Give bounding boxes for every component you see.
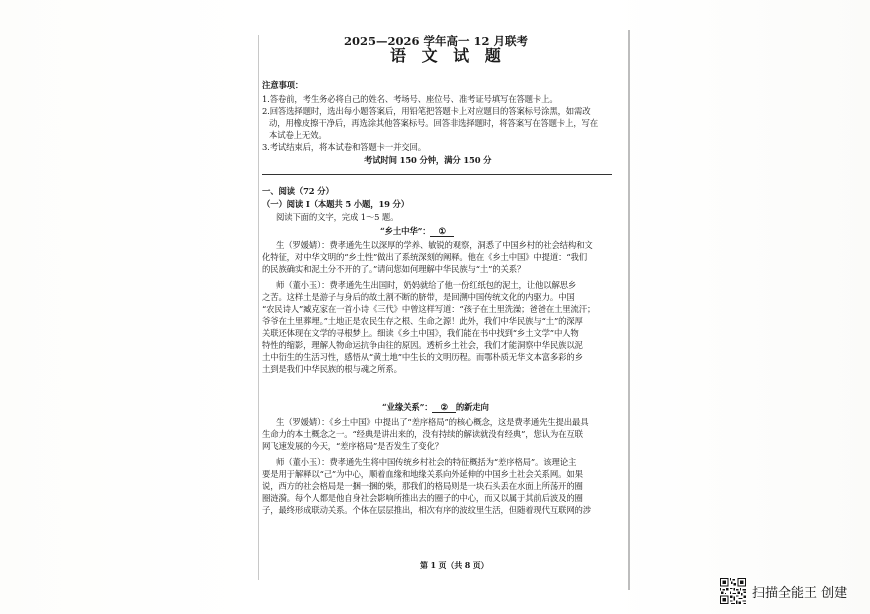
page-number: 第 1 页（共 8 页） — [420, 560, 489, 570]
scanner-watermark — [720, 577, 847, 605]
passage-line: 化特征，对中华文明的“乡土性”做出了系统深刻的阐释。他在《乡土中国》中提道：“我们 — [262, 252, 587, 262]
fill-blank-2: ② — [432, 403, 455, 413]
notice-heading: 注意事项： — [262, 80, 304, 90]
passage-line: 圈涟漪。每个人都是他自身社会影响所推出去的圈子的中心，而又以属于其前后波及的圈 — [262, 493, 583, 503]
notice-item: 本试卷上无效。 — [269, 130, 327, 140]
watermark-text: 扫描全能王 创建 — [752, 585, 848, 601]
passage-line: 土中衍生的生活习性，感悟从“黄土地”中生长的文明历程。而鄂朴质无华文本富多彩的乡 — [262, 352, 583, 362]
exam-time-score: 考试时间 150 分钟，满分 150 分 — [364, 155, 492, 165]
section-title: 一、阅读（72 分） — [262, 186, 334, 196]
notice-item: 3.考试结束后，将本试卷和答题卡一并交回。 — [262, 142, 426, 152]
passage-line: 网飞速发展的今天，“差序格局”是否发生了变化？ — [262, 441, 443, 451]
notice-item: 动，用橡皮擦干净后，再选涂其他答案标号。回答非选择题时，将答案写在答题卡上，写在 — [269, 118, 598, 128]
passage-line: 生命力的本土概念之一。“经典是讲出来的，没有持续的解读就没有经典”，您认为在互联 — [262, 429, 583, 439]
section-divider — [262, 174, 612, 175]
passage-line: 爷爷在土里葬埋。”土地正是农民生存之根、生命之源！此外，我们中华民族与“土”的深厚 — [262, 316, 583, 326]
passage-line: 师（董小玉）：费孝通先生将中国传统乡村社会的特征概括为“差序格局”。该理论主 — [276, 457, 577, 467]
exam-paper — [262, 30, 622, 590]
exam-title: 语 文 试 题 — [390, 46, 506, 65]
passage-line: 土到是我们中华民族的根与魂之所系。 — [262, 364, 402, 374]
page-edge-right — [628, 30, 630, 590]
passage-line: 师（董小玉）：费孝通先生出国时，奶妈就给了他一份红纸包的泥土，让他以解思乡 — [276, 280, 577, 290]
passage-line: 要是用于解释以“己”为中心，顺着血缘和地缘关系向外延伸的中国乡土社会关系网。如果 — [262, 469, 583, 479]
passage-line: 关联还体现在文学的寻根梦上。细读《乡土中国》，我们能在书中找到“乡土文学”中人物 — [262, 328, 579, 338]
passage-line: “农民诗人”臧克家在一首小诗《三代》中曾这样写道：“孩子在土里洗澡；爸爸在土里流汗； — [262, 304, 596, 314]
exam-year-heading: 2025—2026 学年高一 12 月联考 — [344, 34, 529, 48]
notice-item: 2.回答选择题时，选出每小题答案后，用铅笔把答题卡上对应题目的答案标号涂黑，如需改 — [262, 106, 591, 116]
passage-line: 生（罗媛婧）：《乡土中国》中提出了“差序格局”的核心概念，这是费孝通先生提出最具 — [276, 417, 589, 427]
passage-heading-2: “业缘关系”： ② 的新走向 — [382, 402, 489, 412]
passage-line: 生（罗媛婧）：费孝通先生以深厚的学养、敏锐的观察，洞悉了中国乡村的社会结构和文 — [276, 240, 593, 250]
notice-item: 1.答卷前，考生务必将自己的姓名、考场号、座位号、准考证号填写在答题卡上。 — [262, 94, 558, 104]
page-edge-left — [258, 35, 259, 580]
section-instruction: 阅读下面的文字，完成 1～5 题。 — [276, 212, 399, 222]
passage-line: 特性的缩影，理解人物命运抗争由往的原因。透析乡土社会，我们才能洞察中华民族以泥 — [262, 340, 583, 350]
passage-line: 之苦。这样土是游子与身后的故土割不断的脐带，是回溯中国传统文化的内驱力。中国 — [262, 292, 575, 302]
passage-line: 的民族确实和泥土分不开的了。”请问您如何理解中华民族与“土”的关系？ — [262, 264, 526, 274]
section-subtitle: （一）阅读 I（本题共 5 小题，19 分） — [262, 199, 410, 209]
passage-line: 子，最终形成联动关系。个体在层层推出，相次有序的波纹里生活，但随着现代互联网的涉 — [262, 505, 591, 515]
qr-code-icon — [720, 578, 746, 604]
passage-heading-1: “乡土中华”： ① — [380, 226, 454, 237]
passage-line: 说，西方的社会格局是一捆一捆的柴，那我们的格局则是一块石头丢在水面上所荡开的圈 — [262, 481, 583, 491]
fill-blank-1: ① — [430, 227, 453, 237]
